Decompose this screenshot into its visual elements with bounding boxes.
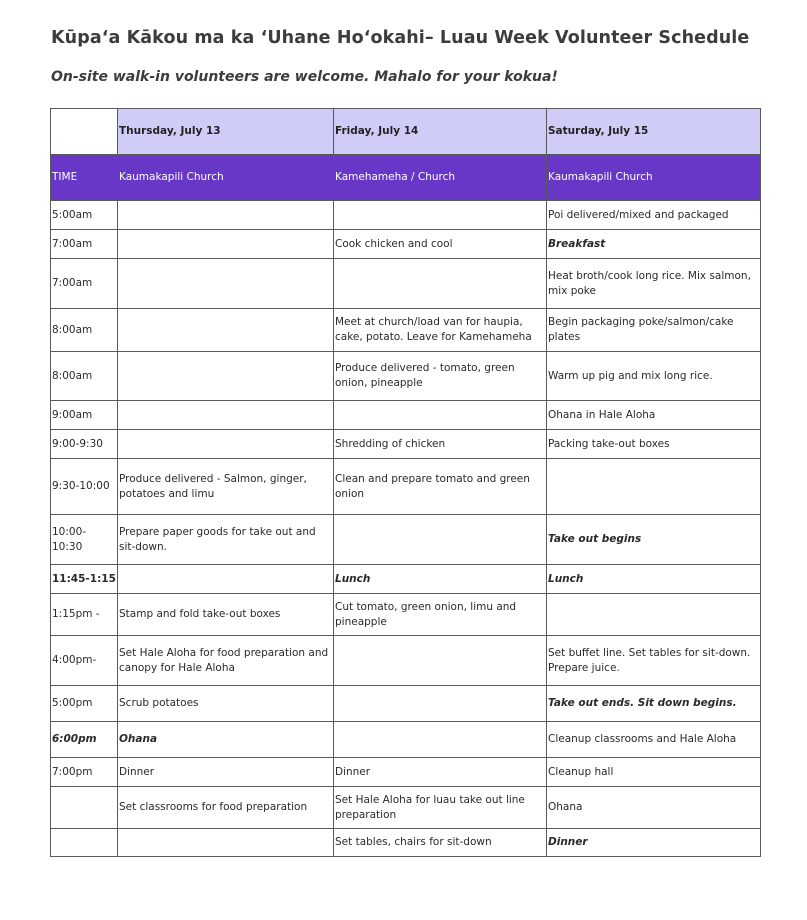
saturday-cell bbox=[547, 594, 761, 636]
table-row bbox=[51, 459, 761, 515]
saturday-cell: Ohana in Hale Aloha bbox=[547, 401, 761, 430]
saturday-cell: Set buffet line. Set tables for sit-down. Prepare juice. bbox=[547, 636, 761, 686]
table-row bbox=[51, 352, 761, 401]
friday-cell: Set tables, chairs for sit-down bbox=[334, 829, 547, 857]
thursday-cell: Set classrooms for food preparation bbox=[118, 787, 334, 829]
time-cell: 9:00am bbox=[51, 401, 118, 430]
thursday-cell bbox=[118, 352, 334, 401]
friday-cell bbox=[334, 201, 547, 230]
thursday-cell: Set Hale Aloha for food preparation and canopy for Hale Aloha bbox=[118, 636, 334, 686]
document-title: Kūpaʻa Kākou ma ka ʻUhane Hoʻokahi– Luau Week Volunteer Schedule bbox=[51, 28, 750, 48]
table-row bbox=[51, 309, 761, 352]
friday-cell: Shredding of chicken bbox=[334, 430, 547, 459]
time-cell: 10:00-10:30 bbox=[51, 515, 118, 565]
table-row bbox=[51, 594, 761, 636]
table-row bbox=[51, 636, 761, 686]
location-thursday: Kaumakapili Church bbox=[118, 155, 334, 201]
thursday-cell bbox=[118, 565, 334, 594]
time-cell: 8:00am bbox=[51, 309, 118, 352]
friday-cell bbox=[334, 636, 547, 686]
thursday-cell: Stamp and fold take-out boxes bbox=[118, 594, 334, 636]
thursday-cell: Scrub potatoes bbox=[118, 686, 334, 722]
time-cell: 7:00am bbox=[51, 230, 118, 259]
saturday-cell: Take out begins bbox=[547, 515, 761, 565]
thursday-cell: Ohana bbox=[118, 722, 334, 758]
friday-cell: Cut tomato, green onion, limu and pineapple bbox=[334, 594, 547, 636]
thursday-cell: Prepare paper goods for take out and sit-down. bbox=[118, 515, 334, 565]
time-cell: 11:45-1:15 bbox=[51, 565, 118, 594]
table-row bbox=[51, 201, 761, 230]
thursday-cell bbox=[118, 230, 334, 259]
table-row bbox=[51, 787, 761, 829]
time-cell: 9:30-10:00 bbox=[51, 459, 118, 515]
friday-cell: Dinner bbox=[334, 758, 547, 787]
table-row bbox=[51, 430, 761, 459]
friday-cell: Set Hale Aloha for luau take out line preparation bbox=[334, 787, 547, 829]
time-cell: 7:00am bbox=[51, 259, 118, 309]
table-row bbox=[51, 565, 761, 594]
time-cell: 4:00pm- bbox=[51, 636, 118, 686]
table-row bbox=[51, 259, 761, 309]
date-friday: Friday, July 14 bbox=[334, 109, 547, 155]
location-friday: Kamehameha / Church bbox=[334, 155, 547, 201]
date-header-row bbox=[51, 109, 761, 155]
table-row bbox=[51, 401, 761, 430]
time-cell: 5:00am bbox=[51, 201, 118, 230]
saturday-cell: Cleanup hall bbox=[547, 758, 761, 787]
thursday-cell: Dinner bbox=[118, 758, 334, 787]
table-row bbox=[51, 230, 761, 259]
thursday-cell bbox=[118, 430, 334, 459]
time-cell: 9:00-9:30 bbox=[51, 430, 118, 459]
friday-cell bbox=[334, 515, 547, 565]
friday-cell: Meet at church/load van for haupia, cake, potato. Leave for Kamehameha bbox=[334, 309, 547, 352]
friday-cell: Clean and prepare tomato and green onion bbox=[334, 459, 547, 515]
time-cell bbox=[51, 787, 118, 829]
saturday-cell: Begin packaging poke/salmon/cake plates bbox=[547, 309, 761, 352]
time-cell bbox=[51, 829, 118, 857]
location-header-row bbox=[51, 155, 761, 201]
location-saturday: Kaumakapili Church bbox=[547, 155, 761, 201]
table-row bbox=[51, 758, 761, 787]
friday-cell bbox=[334, 722, 547, 758]
saturday-cell: Dinner bbox=[547, 829, 761, 857]
saturday-cell: Lunch bbox=[547, 565, 761, 594]
saturday-cell bbox=[547, 459, 761, 515]
saturday-cell: Heat broth/cook long rice. Mix salmon, mix poke bbox=[547, 259, 761, 309]
friday-cell bbox=[334, 259, 547, 309]
thursday-cell bbox=[118, 309, 334, 352]
saturday-cell: Cleanup classrooms and Hale Aloha bbox=[547, 722, 761, 758]
date-saturday: Saturday, July 15 bbox=[547, 109, 761, 155]
document-subtitle: On-site walk-in volunteers are welcome. Mahalo for your kokua! bbox=[51, 69, 558, 85]
time-cell: 6:00pm bbox=[51, 722, 118, 758]
friday-cell: Lunch bbox=[334, 565, 547, 594]
thursday-cell bbox=[118, 259, 334, 309]
empty-corner-cell bbox=[51, 109, 118, 155]
time-cell: 5:00pm bbox=[51, 686, 118, 722]
table-row bbox=[51, 722, 761, 758]
date-thursday: Thursday, July 13 bbox=[118, 109, 334, 155]
table-row bbox=[51, 686, 761, 722]
thursday-cell bbox=[118, 829, 334, 857]
saturday-cell: Breakfast bbox=[547, 230, 761, 259]
time-cell: 7:00pm bbox=[51, 758, 118, 787]
table-row bbox=[51, 829, 761, 857]
friday-cell: Produce delivered - tomato, green onion, pineapple bbox=[334, 352, 547, 401]
saturday-cell: Packing take-out boxes bbox=[547, 430, 761, 459]
friday-cell: Cook chicken and cool bbox=[334, 230, 547, 259]
schedule-table bbox=[50, 108, 761, 857]
saturday-cell: Ohana bbox=[547, 787, 761, 829]
time-header: TIME bbox=[51, 155, 118, 201]
saturday-cell: Take out ends. Sit down begins. bbox=[547, 686, 761, 722]
saturday-cell: Poi delivered/mixed and packaged bbox=[547, 201, 761, 230]
friday-cell bbox=[334, 686, 547, 722]
friday-cell bbox=[334, 401, 547, 430]
time-cell: 8:00am bbox=[51, 352, 118, 401]
table-row bbox=[51, 515, 761, 565]
time-cell: 1:15pm - bbox=[51, 594, 118, 636]
thursday-cell: Produce delivered - Salmon, ginger, potatoes and limu bbox=[118, 459, 334, 515]
saturday-cell: Warm up pig and mix long rice. bbox=[547, 352, 761, 401]
thursday-cell bbox=[118, 201, 334, 230]
thursday-cell bbox=[118, 401, 334, 430]
